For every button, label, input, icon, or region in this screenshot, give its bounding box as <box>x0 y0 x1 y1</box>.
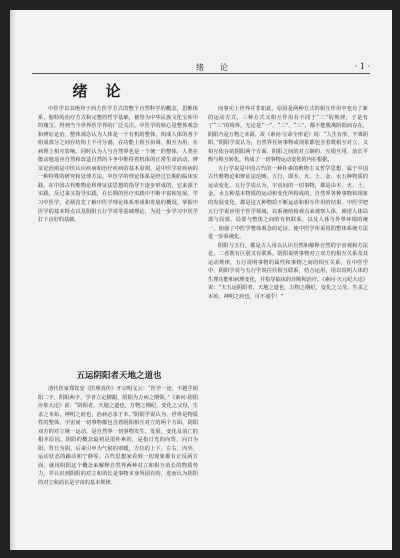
section-heading: 五运阴阳者天地之道也 <box>76 371 162 381</box>
paragraph: 而事实上世界并非如此，原因是两种方式的相互作用中也有了新的运动方式，三种方式又相互作用有不同于“二”的规律，于是有了“三”的境界。无论是“一”、“二”、“三”，都不能脱离阴阳而存在，阴阳乃是万物之本源。故《素问·宝命全形论》说：“人生有形，不离阴阳。”阴阳学说认为，自然界任何事物或现象都包含着既相互对立、又相互依存的阴阳两个方面，阴阳之间的对立制约、互根互用、消长平衡与相互转化，构成了一切事物运动变化的内在根据。 <box>208 106 368 164</box>
right-column <box>208 105 368 545</box>
book-page <box>10 10 392 550</box>
paragraph: 五行学说是中国古代的一种朴素的唯物主义哲学思想，属于中国古代唯物论和辩证法范畴。五行，即木、火、土、金、水五种物质的运动变化。五行学说认为，宇宙间的一切事物，都是由木、火、土、金、水五种基本物质的运动和变化所构成的，自然界各种事物和现象的发展变化，都是这五种物质不断运动和相互作用的结果。中医学把五行学说应用于医学领域，以系统结构观点来观察人体，阐述人体局部与局部、局部与整体之间的有机联系，以及人体与外界环境的统一，加强了中医学整体观念的论证，使中医学所采用的整体系统方法进一步系统化。 <box>208 165 368 241</box>
chapter-title: 绪论 <box>72 82 139 100</box>
left-column-top <box>38 105 198 363</box>
left-column-bottom <box>38 385 198 545</box>
header-rule <box>32 73 370 74</box>
running-header: 绪 论 <box>196 63 228 72</box>
paragraph: 中医学以其绝异于西方医学方式的整个自然科学的概念，思维体系，独特的治疗方式和完整的哲学基础，被誉为中华民族文化宝库中的瑰宝，得到当今世界医学界的广泛关注。中医学的核心是整体观念和辨证论治，整体观念认为人体是一个有机的整体，构成人体的各个组成部分之间在结构上不可分割，在功能上相互协调、相互为用，在病理上相互影响。同时认为人与自然界也是一个统一的整体，人类在能动地适应自然和改造自然的斗争中维持着机体的正常生命活动。辨证论治则是中医认识疾病和治疗疾病的基本原则，是中医学对疾病的一种特殊的研究和处理方法。中医学的理论体系是经过长期的临床实践，在中国古代唯物论和辩证法思想的指导下逐步形成的，它来源于实践，反过来又指导实践，在长期的医疗实践中不断丰富和发展。学习中医学，必须首先了解中医学理论体系形成和发展的概况，掌握中医学的基本特点以及阴阳五行学说等基础理论，为进一步学习中医学打下良好的基础。 <box>38 106 198 224</box>
page-number: · 1 · <box>354 62 370 71</box>
paragraph: 阴阳与五行，都是古人用以认识自然和解释自然的宇宙观和方法论，二者既有区别又有联系。阴阳说明事物对立双方的相互关系及其运动规律，五行说明事物的属性和事物之间的相互关系。在中医学中，阴阳学说与五行学说往往相互联系，结合运用，用以说明人体的生理功能和病理变化，并指导临床的诊断和治疗。《素问·天元纪大论》说：“夫五运阴阳者，天地之道也，万物之纲纪，变化之父母，生杀之本始，神明之府也，可不通乎！” <box>208 242 368 301</box>
paragraph: 清代医家郑钦安《医理真传》开宗明义云：“医学一途，不越乎阴阳二字，阴阳两字，学者立定脚跟，阴阳为万病之纲领。”《素问·阴阳应象大论》说：“阴阳者，天地之道也，万物之纲纪，变化之父母，生杀之本始，神明之府也，治病必求于本。”阴阳学说认为，世界是物质性的整体，宇宙间一切事物都包含着阴阳相互对立的两个方面，阴阳双方的对立统一运动，是自然界一切事物发生、发展、变化及消亡的根本原因。阴阳的概念最初是很朴素的，是指日光的向背，向日为阳，背日为阴。后来引申为气候的寒暖，方位的上下、左右、内外，运动状态的躁动和宁静等。古代思想家看到一切现象都有正反两方面，就用阴阳这个概念来解释自然界两种对立和相互消长的物质势力，并认识到阴阳的对立和消长是事物本身所固有的，进而认为阴阳的对立和消长是宇宙的基本规律。 <box>38 386 198 487</box>
